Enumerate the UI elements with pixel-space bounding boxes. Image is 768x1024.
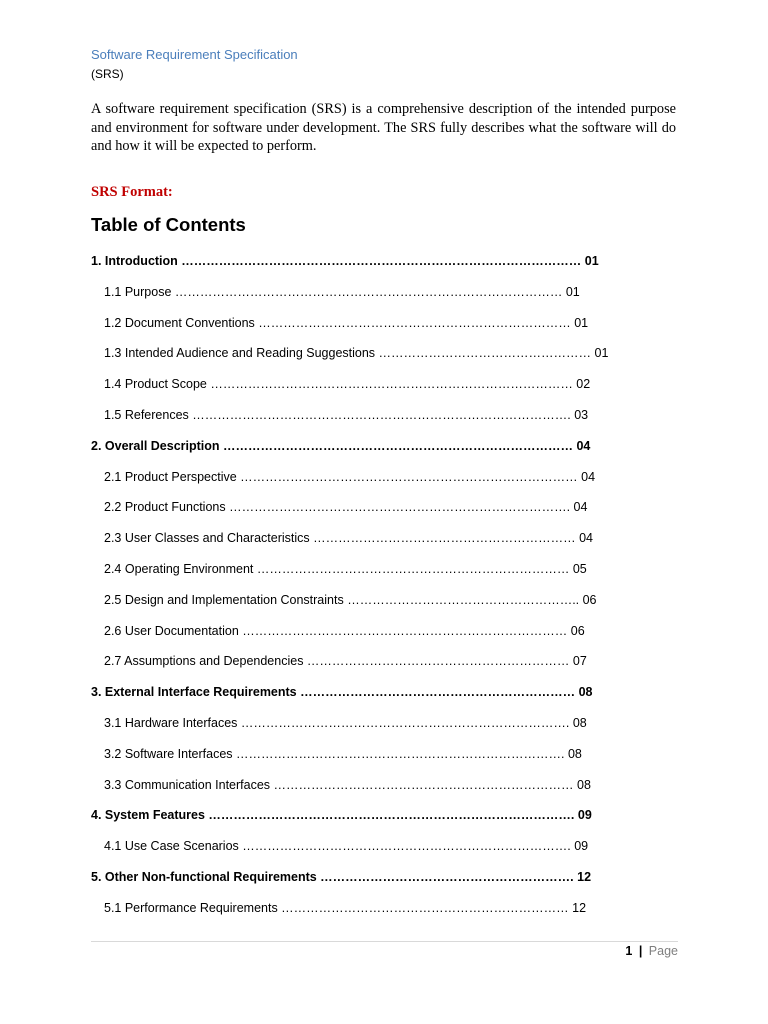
srs-format-heading: SRS Format: (91, 184, 173, 200)
toc-subsection-entry[interactable]: 2.6 User Documentation …………………………………………………………………… 06 (104, 623, 585, 638)
toc-section-entry[interactable]: 3. External Interface Requirements ………………………………………………………… 08 (91, 685, 593, 700)
toc-subsection-entry[interactable]: 5.1 Performance Requirements …………………………………………………………… 12 (104, 900, 587, 915)
toc-section-entry[interactable]: 1. Introduction …………………………………………………………………………………… 01 (91, 254, 599, 268)
toc-subsection-entry[interactable]: 2.7 Assumptions and Dependencies ……………………………………………………… 07 (104, 654, 587, 669)
page-number: 1 (625, 944, 633, 958)
toc-section-entry[interactable]: 5. Other Non-functional Requirements ……………………………………………………. 12 (91, 870, 592, 884)
toc-subsection-entry[interactable]: 1.3 Intended Audience and Reading Suggestions …………………………………………… 01 (104, 346, 609, 361)
toc-heading: Table of Contents (91, 214, 246, 235)
toc-subsection-entry[interactable]: 3.3 Communication Interfaces ……………………………………………………………… 08 (104, 777, 591, 792)
toc-subsection-entry[interactable]: 1.4 Product Scope …………………………………………………………………………… 02 (104, 377, 591, 392)
page-label: Page (648, 944, 678, 958)
toc-subsection-entry[interactable]: 1.5 References ………………………………………………………………………………. 03 (104, 408, 589, 422)
intro-paragraph: A software requirement specification (SRS) is a comprehensive description of the intended purpose and environment for software under development. The SRS fully describes what the software will do and how it will be expected to perform. (91, 101, 676, 154)
toc-subsection-entry[interactable]: 3.1 Hardware Interfaces ……………………………………………………………………. 08 (104, 716, 587, 730)
footer-divider (91, 941, 678, 942)
toc-subsection-entry[interactable]: 2.3 User Classes and Characteristics ……………………………………………………… 04 (104, 531, 593, 546)
toc-subsection-entry[interactable]: 1.1 Purpose ………………………………………………………………………………… 01 (104, 284, 580, 299)
toc-subsection-entry[interactable]: 2.2 Product Functions ………………………………………………………………………. 04 (104, 500, 588, 515)
toc-subsection-entry[interactable]: 1.2 Document Conventions ………………………………………………………………… 01 (104, 315, 589, 330)
toc-section-entry[interactable]: 2. Overall Description ………………………………………………………………………… 04 (91, 438, 591, 453)
page-separator: | (638, 944, 643, 958)
page-footer (625, 944, 678, 958)
toc-section-entry[interactable]: 4. System Features ……………………………………………………………………………. 09 (91, 808, 592, 823)
toc-subsection-entry[interactable]: 4.1 Use Case Scenarios ……………………………………………………………………. 09 (104, 839, 589, 854)
toc-subsection-entry[interactable]: 2.5 Design and Implementation Constraints ……………………………………………….. 06 (104, 592, 597, 607)
document-title: Software Requirement Specification (91, 47, 298, 62)
toc-subsection-entry[interactable]: 2.4 Operating Environment ………………………………………………………………… 05 (104, 562, 587, 576)
toc-subsection-entry[interactable]: 2.1 Product Perspective ……………………………………………………………………… 04 (104, 469, 596, 484)
document-subtitle: (SRS) (91, 67, 124, 81)
toc-subsection-entry[interactable]: 3.2 Software Interfaces ……………………………………………………………………. 08 (104, 746, 582, 761)
